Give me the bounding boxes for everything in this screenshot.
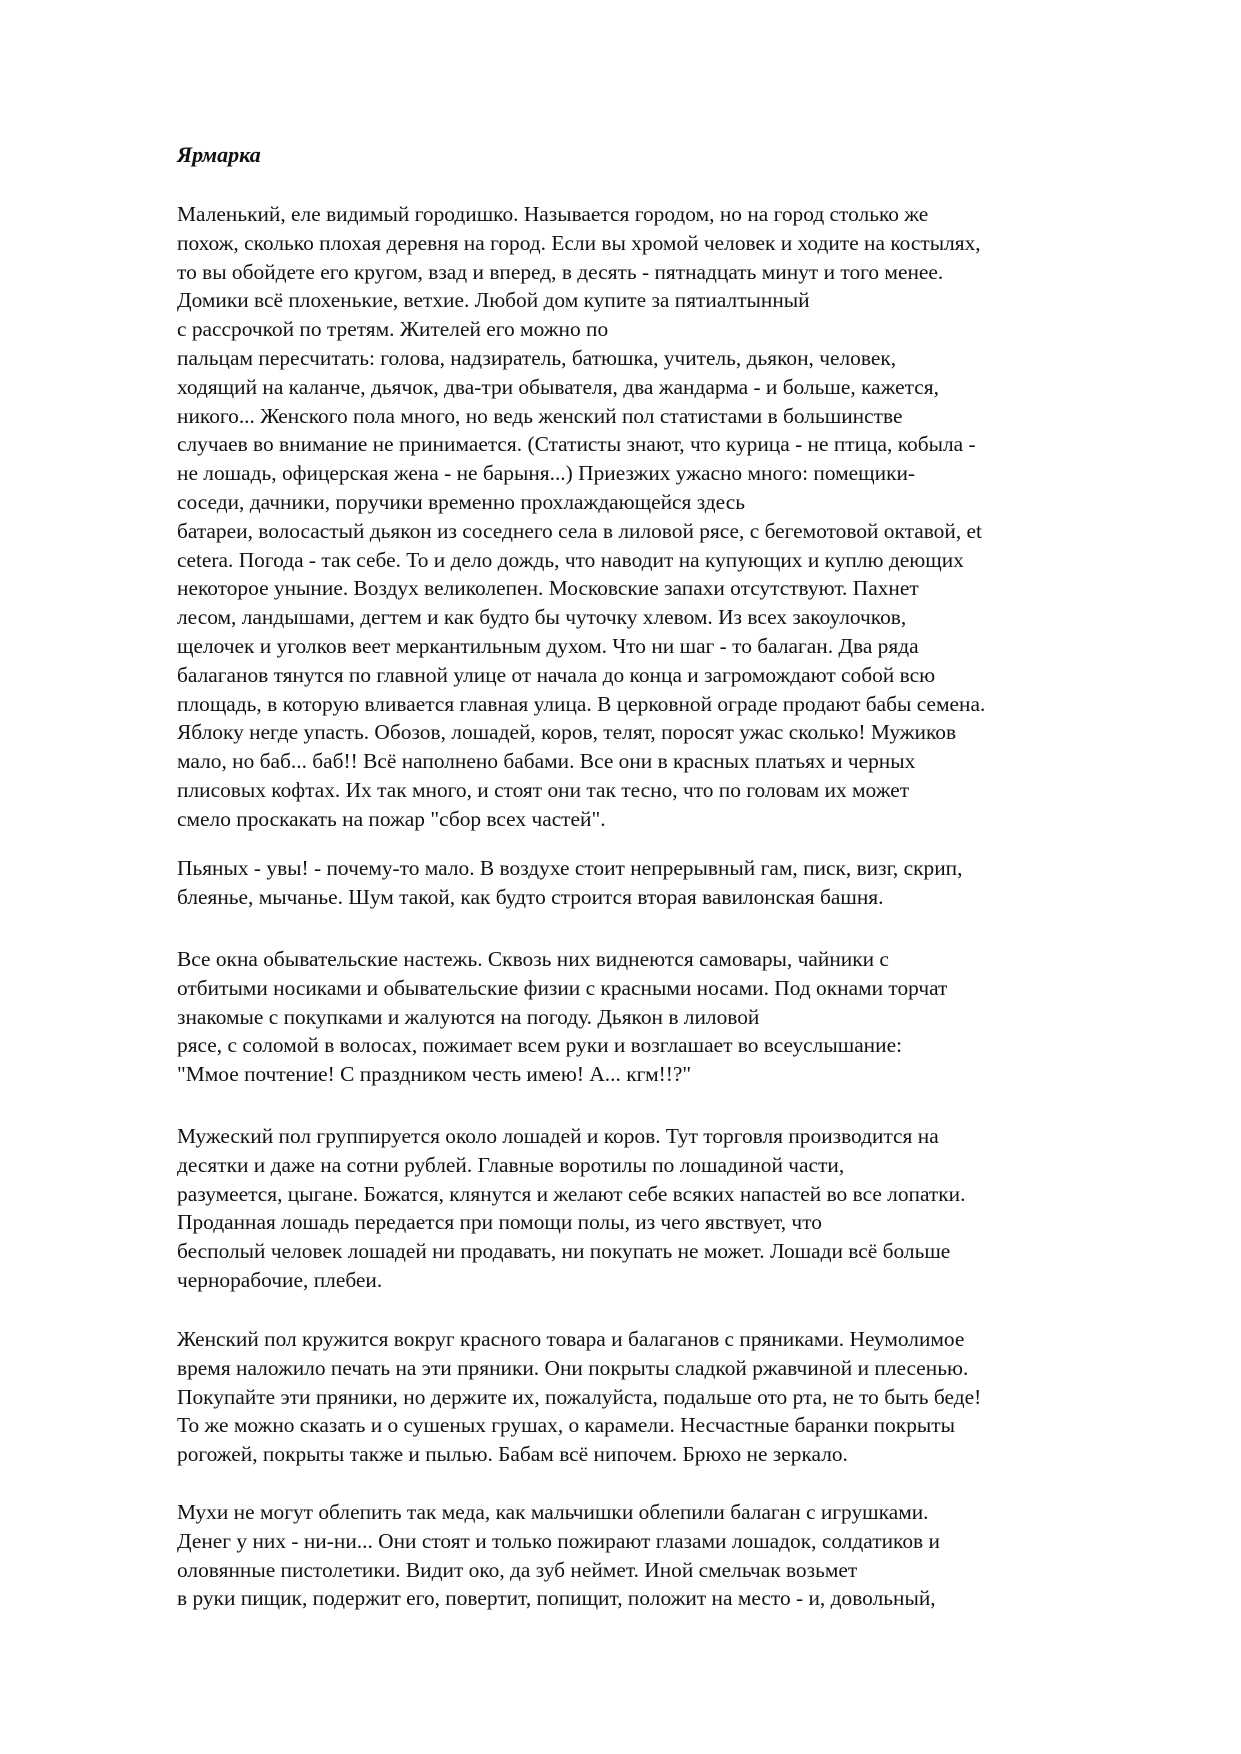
text-line: случаев во внимание не принимается. (Статисты знают, что курица - не птица, кобыла - — [177, 432, 976, 457]
text-line: плисовых кофтах. Их так много, и стоят они так тесно, что по головам их может — [177, 777, 910, 802]
text-line: в руки пищик, подержит его, повертит, попищит, положит на место - и, довольный, — [177, 1586, 936, 1611]
text-line: не лошадь, офицерская жена - не барыня...) Приезжих ужасно много: помещики- — [177, 461, 916, 486]
text-line: время наложило печать на эти пряники. Они покрыты сладкой ржавчиной и плесенью. — [177, 1355, 969, 1380]
text-line: Пьяных - увы! - почему-то мало. В воздухе стоит непрерывный гам, писк, визг, скрип, — [177, 856, 963, 880]
text-line: Мужеский пол группируется около лошадей и коров. Тут торговля производится на — [177, 1124, 939, 1148]
text-line: Покупайте эти пряники, но держите их, пожалуйста, подальше ото рта, не то быть беде! — [177, 1384, 982, 1409]
text-line: с рассрочкой по третям. Жителей его можно по — [177, 317, 609, 342]
text-line: Все окна обывательские настежь. Сквозь них виднеются самовары, чайники с — [177, 947, 889, 971]
text-line: щелочек и уголков веет меркантильным духом. Что ни шаг - то балаган. Два ряда — [177, 633, 919, 658]
text-line: отбитыми носиками и обывательские физии с красными носами. Под окнами торчат — [177, 975, 948, 1000]
text-line: рогожей, покрыты также и пылью. Бабам всё нипочем. Брюхо не зеркало. — [177, 1442, 848, 1467]
text-line: Женский пол кружится вокруг красного товара и балаганов с пряниками. Неумолимое — [177, 1327, 965, 1351]
text-line: лесом, ландышами, дегтем и как будто бы чуточку хлевом. Из всех закоулочков, — [177, 605, 907, 630]
text-line: То же можно сказать и о сушеных грушах, о карамели. Несчастные баранки покрыты — [177, 1413, 955, 1438]
document-title: Ярмарка — [177, 142, 261, 167]
text-line: площадь, в которую вливается главная улица. В церковной ограде продают бабы семена. — [177, 691, 986, 716]
text-line: бесполый человек лошадей ни продавать, ни покупать не может. Лошади всё больше — [177, 1239, 951, 1264]
text-line: соседи, дачники, поручики временно прохлаждающейся здесь — [177, 489, 745, 514]
text-line: знакомые с покупками и жалуются на погоду. Дьякон в лиловой — [177, 1004, 760, 1029]
text-line: "Ммое почтение! С праздником честь имею! А... кгм!!?" — [177, 1062, 692, 1087]
text-line: чернорабочие, плебеи. — [177, 1267, 383, 1292]
text-line: ходящий на каланче, дьячок, два-три обывателя, два жандарма - и больше, кажется, — [177, 374, 939, 399]
text-line: похож, сколько плохая деревня на город. Если вы хромой человек и ходите на костылях, — [177, 230, 981, 255]
text-line: Яблоку негде упасть. Обозов, лошадей, коров, телят, поросят ужас сколько! Мужиков — [177, 720, 957, 745]
text-line: мало, но баб... баб!! Всё наполнено бабами. Все они в красных платьях и черных — [177, 749, 916, 774]
text-line: балаганов тянутся по главной улице от начала до конца и загромождают собой всю — [177, 662, 936, 687]
text-line: Денег у них - ни-ни... Они стоят и только пожирают глазами лошадок, солдатиков и — [177, 1528, 940, 1553]
text-line: Проданная лошадь передается при помощи полы, из чего явствует, что — [177, 1210, 822, 1235]
paragraph-1 — [177, 200, 985, 834]
text-line: Домики всё плохенькие, ветхие. Любой дом купите за пятиалтынный — [177, 288, 810, 313]
paragraph-5 — [177, 1325, 981, 1469]
text-line: десятки и даже на сотни рублей. Главные воротилы по лошадиной части, — [177, 1152, 845, 1177]
text-line: никого... Женского пола много, но ведь женский пол статистами в большинстве — [177, 403, 903, 428]
paragraph-4 — [177, 1122, 965, 1295]
paragraph-6 — [177, 1498, 940, 1613]
text-line: cetera. Погода - так себе. То и дело дождь, что наводит на купующих и куплю деющих — [177, 547, 964, 572]
text-line: разумеется, цыгане. Божатся, клянутся и желают себе всяких напастей во все лопатки. — [177, 1181, 966, 1206]
paragraph-2 — [177, 854, 962, 912]
text-line: блеянье, мычанье. Шум такой, как будто строится вторая вавилонская башня. — [177, 884, 884, 909]
text-line: пальцам пересчитать: голова, надзиратель, батюшка, учитель, дьякон, человек, — [177, 345, 897, 370]
text-line: оловянные пистолетики. Видит око, да зуб неймет. Иной смельчак возьмет — [177, 1557, 858, 1582]
text-line: то вы обойдете его кругом, взад и вперед, в десять - пятнадцать минут и того менее. — [177, 259, 944, 284]
text-line: Мухи не могут облепить так меда, как мальчишки облепили балаган с игрушками. — [177, 1500, 929, 1524]
text-line: смело проскакать на пожар "сбор всех частей". — [177, 806, 606, 831]
paragraph-3 — [177, 945, 947, 1089]
text-line: рясе, с соломой в волосах, пожимает всем руки и возглашает во всеуслышание: — [177, 1033, 903, 1058]
text-line: некоторое уныние. Воздух великолепен. Московские запахи отсутствуют. Пахнет — [177, 576, 919, 601]
text-line: батареи, волосастый дьякон из соседнего села в лиловой рясе, с бегемотовой октавой, et — [177, 518, 982, 543]
text-line: Маленький, еле видимый городишко. Называется городом, но на город столько же — [177, 202, 929, 226]
